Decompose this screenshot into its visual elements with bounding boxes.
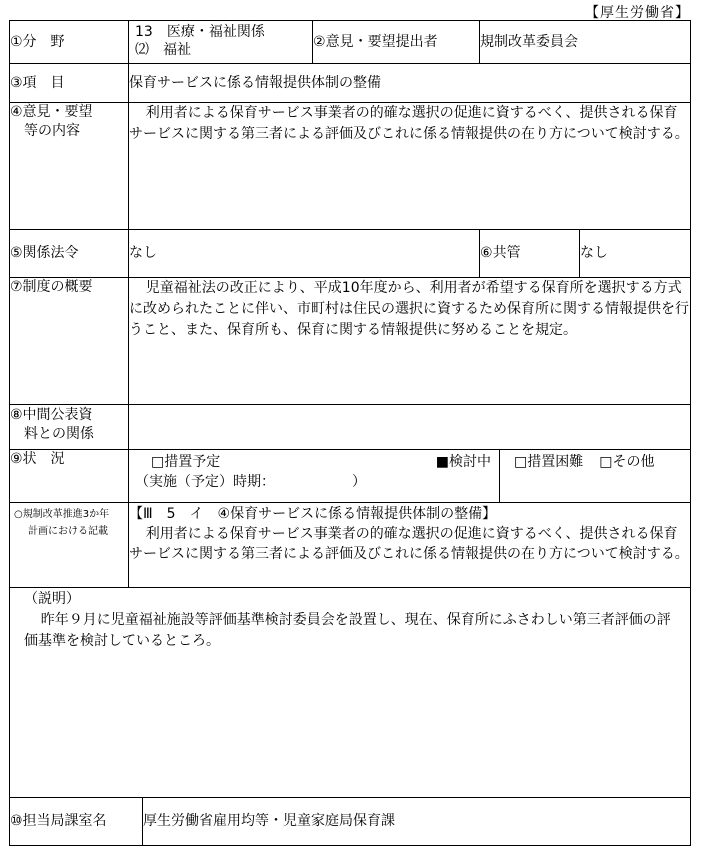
submitter-value: 規制改革委員会	[480, 21, 691, 64]
laws-value: なし	[129, 230, 480, 278]
explanation-cell	[10, 588, 691, 798]
opinion-text: 利用者による保育サービス事業者の的確な選択の促進に資するべく、提供される保育サービスに関する第三者による評価及びこれに係る情報提供の在り方について検討する。	[129, 103, 691, 230]
status-side-row	[514, 452, 686, 472]
row-item	[10, 64, 691, 103]
interim-value	[129, 405, 691, 450]
field-label: ①分 野	[10, 21, 129, 64]
item-label: ③項 目	[10, 64, 129, 103]
explanation-heading: （説明）	[24, 591, 80, 607]
status-main	[129, 450, 500, 503]
row-status	[10, 450, 691, 503]
field-line-1: 13 医療・福祉関係	[135, 24, 265, 40]
plan-heading: 【Ⅲ 5 イ ④保育サービスに係る情報提供体制の整備】	[129, 506, 497, 522]
status-option-other: □その他	[599, 454, 655, 470]
status-option-reviewing: ■検討中	[435, 454, 492, 470]
interim-label	[10, 405, 129, 450]
plan-text: 利用者による保育サービス事業者の的確な選択の促進に資するべく、提供される保育サービスに関する第三者による評価及びこれに係る情報提供の在り方について検討する。	[129, 526, 689, 562]
interim-label-line-1: ⑧中間公表資	[10, 407, 93, 423]
bureau-value: 厚生労働省雇用均等・児童家庭局保育課	[143, 798, 691, 846]
plan-content	[129, 503, 691, 588]
status-label: ⑨状 況	[10, 450, 129, 503]
row-bureau	[10, 798, 691, 846]
row-system	[10, 278, 691, 405]
interim-label-line-2: 料との関係	[24, 426, 94, 442]
status-period: （実施（予定）時期： ）	[135, 474, 366, 490]
row-opinion	[10, 103, 691, 230]
joint-label: ⑥共管	[480, 230, 580, 278]
row-interim	[10, 405, 691, 450]
report-form	[9, 20, 691, 846]
system-label: ⑦制度の概要	[10, 278, 129, 405]
row-plan	[10, 503, 691, 588]
plan-label-line-2: 計画における記載	[28, 526, 108, 537]
submitter-label: ②意見・要望提出者	[313, 21, 480, 64]
explanation-text: 昨年９月に児童福祉施設等評価基準検討委員会を設置し、現在、保育所にふさわしい第三者評価の評価基準を検討しているところ。	[24, 612, 671, 649]
opinion-label-line-1: ④意見・要望	[10, 104, 93, 120]
field-value	[129, 21, 313, 64]
status-options-row	[135, 452, 495, 472]
opinion-label-line-2: 等の内容	[24, 123, 80, 139]
status-side	[500, 450, 691, 503]
field-line-2: ⑵ 福祉	[135, 42, 191, 58]
plan-label-line-1: ○規制改革推進3か年	[14, 509, 110, 520]
row-laws	[10, 230, 691, 278]
item-value: 保育サービスに係る情報提供体制の整備	[129, 64, 691, 103]
status-option-planned: □措置予定	[151, 454, 221, 470]
ministry-name: 【厚生労働省】	[585, 5, 690, 21]
laws-label: ⑤関係法令	[10, 230, 129, 278]
status-option-difficult: □措置困難	[514, 454, 584, 470]
row-field	[10, 21, 691, 64]
opinion-label	[10, 103, 129, 230]
system-text: 児童福祉法の改正により、平成10年度から、利用者が希望する保育所を選択する方式に改められたことに伴い、市町村は住民の選択に資するため保育所に関する情報提供を行うこと、また、保育所も、保育に関する情報提供に努めることを規定。	[129, 278, 691, 405]
row-explanation	[10, 588, 691, 798]
joint-value: なし	[580, 230, 691, 278]
bureau-label: ⑩担当局課室名	[10, 798, 143, 846]
plan-label	[10, 503, 129, 588]
